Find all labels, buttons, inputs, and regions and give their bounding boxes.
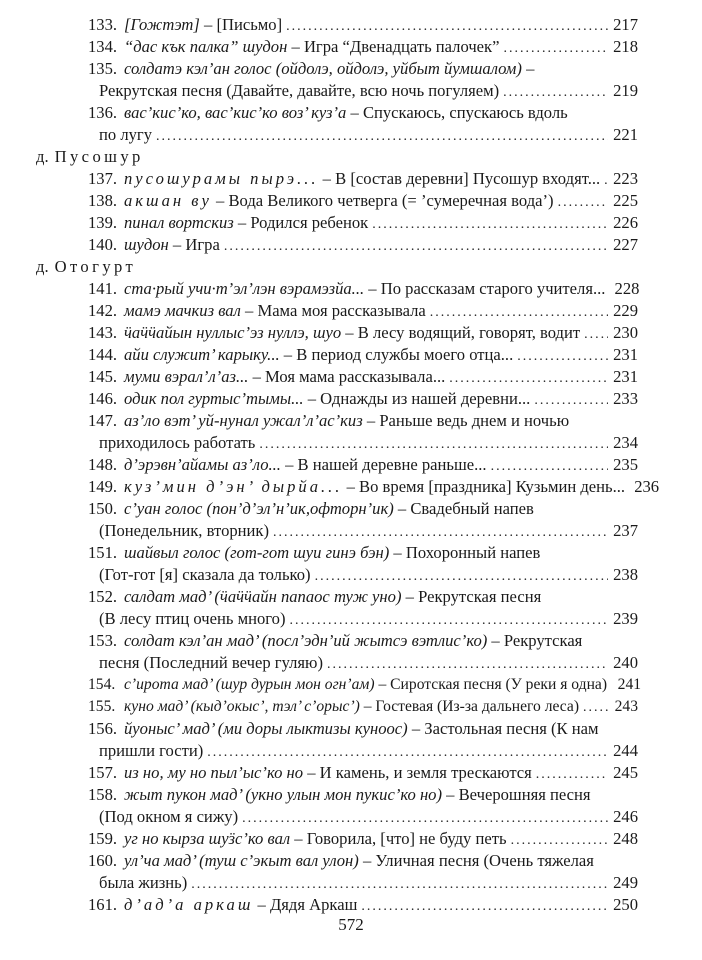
entry-number: 137. <box>88 169 118 188</box>
entry-translation: – Вода Великого четверга (= ’сумеречная вода’) <box>211 191 554 210</box>
entry-original-title: пусошурамы пырэ... <box>124 169 319 188</box>
entry-translation: – В нашей деревне раньше... <box>280 455 487 474</box>
entry-number: 153. <box>88 631 118 650</box>
entry-translation: – Уличная песня (Очень тяжелая <box>358 851 594 870</box>
entry-original-title: акшан ву <box>124 191 212 210</box>
entry-translation: – Свадебный напев <box>393 499 534 518</box>
table-of-contents <box>36 14 660 916</box>
entry-page: 249 <box>613 873 638 892</box>
entry-number: 145. <box>88 367 118 386</box>
entry-original-title: д’ад’а аркаш <box>124 895 254 914</box>
leader-dots <box>273 522 608 544</box>
entry-continuation-text: (Под окном я сижу) <box>99 807 239 826</box>
entry-original-title: ӵаӵӵайын нуллыс’эз нуллэ, шуо <box>124 323 342 342</box>
entry-page: 245 <box>613 763 638 782</box>
entry-translation: – Сиротская песня (У реки я одна) <box>374 676 608 693</box>
entry-translation: – Игра <box>168 235 220 254</box>
entry-original-title: [Гожтэт] <box>124 15 200 34</box>
entry-original-title: уг но кырза шуӟс’ко вал <box>124 829 291 848</box>
entry-continuation-text: по лугу <box>99 125 153 144</box>
toc-entry-continuation <box>36 652 638 674</box>
leader-dots <box>327 654 608 676</box>
entry-translation: – В лесу водящий, говорят, водит <box>341 323 581 342</box>
entry-page: 227 <box>613 235 638 254</box>
leader-dots <box>584 324 608 346</box>
toc-entry <box>36 674 642 696</box>
toc-entry-continuation <box>36 80 638 102</box>
entry-number: 161. <box>88 895 118 914</box>
entry-page: 240 <box>613 653 638 672</box>
leader-dots <box>259 434 608 456</box>
entry-original-title: шайвыл голос (гот-гот шуи гинэ бэн) <box>124 543 390 562</box>
entry-number: 141. <box>88 279 118 298</box>
toc-entry <box>36 212 638 234</box>
entry-number: 150. <box>88 499 118 518</box>
toc-entry <box>36 322 638 344</box>
entry-page: 238 <box>613 565 638 584</box>
entry-translation: – <box>521 59 535 78</box>
toc-entry <box>36 190 638 212</box>
leader-dots <box>503 82 608 104</box>
leader-dots <box>534 390 608 412</box>
toc-entry <box>36 696 638 718</box>
entry-original-title: куно мад’ (кыд’окыс’, тэл’ с’орыс’) <box>124 698 360 715</box>
toc-entry-continuation <box>36 432 638 454</box>
leader-dots <box>286 16 608 38</box>
entry-number: 148. <box>88 455 118 474</box>
entry-translation: – Рекрутская песня <box>401 587 542 606</box>
toc-entry <box>36 762 638 784</box>
entry-number: 159. <box>88 829 118 848</box>
entry-continuation-text: Рекрутская песня (Давайте, давайте, всю ночь погуляем) <box>99 81 500 100</box>
entry-page: 218 <box>613 37 638 56</box>
toc-entry <box>36 498 638 520</box>
leader-dots <box>604 170 608 192</box>
entry-continuation-text: (Понедельник, вторник) <box>99 521 270 540</box>
entry-page: 225 <box>613 191 638 210</box>
entry-continuation-text: (В лесу птиц очень много) <box>99 609 286 628</box>
entry-original-title: мамэ мачкиз вал <box>124 301 241 320</box>
entry-translation: – По рассказам старого учителя... <box>364 279 606 298</box>
entry-translation: – Во время [праздника] Кузьмин день... <box>342 477 626 496</box>
toc-entry <box>36 586 638 608</box>
entry-number: 146. <box>88 389 118 408</box>
section-heading <box>36 256 638 278</box>
entry-page: 237 <box>613 521 638 540</box>
toc-entry <box>36 102 638 124</box>
entry-number: 154. <box>88 676 116 693</box>
entry-original-title: салдат мад’ (ӵаӵӵайн папаос туж уно) <box>124 587 402 606</box>
entry-page: 226 <box>613 213 638 232</box>
entry-page: 229 <box>613 301 638 320</box>
entry-page: 244 <box>613 741 638 760</box>
toc-entry <box>36 784 638 806</box>
toc-entry-continuation <box>36 608 638 630</box>
entry-number: 158. <box>88 785 118 804</box>
leader-dots <box>290 610 608 632</box>
leader-dots <box>207 742 608 764</box>
toc-entry-continuation <box>36 124 638 146</box>
entry-page: 235 <box>613 455 638 474</box>
leader-dots <box>156 126 608 148</box>
entry-page: 231 <box>613 367 638 386</box>
entry-page: 241 <box>617 676 642 693</box>
entry-translation: – Спускаюсь, спускаюсь вдоль <box>346 103 568 122</box>
entry-original-title: с’уан голос (пон’д’эл’н’ик,офторн’ик) <box>124 499 394 518</box>
entry-number: 143. <box>88 323 118 342</box>
toc-entry <box>36 58 638 80</box>
entry-original-title: аз’ло вэт’ уй-нунал ужал’л’ас’киз <box>124 411 363 430</box>
entry-translation: – Однажды из нашей деревни... <box>303 389 531 408</box>
entry-original-title: йуоныс’ мад’ (ми доры лыктизы куноос) <box>124 719 408 738</box>
entry-translation: – Рекрутская <box>487 631 583 650</box>
leader-dots <box>583 697 608 719</box>
entry-page: 228 <box>614 279 640 298</box>
entry-translation: – Мама моя рассказывала <box>240 301 426 320</box>
leader-dots <box>242 808 608 830</box>
entry-original-title: солдат кэл’ан мад’ (посл’эдн’ий жытсэ вэтлис’ко) <box>124 631 488 650</box>
entry-number: 160. <box>88 851 118 870</box>
entry-number: 151. <box>88 543 118 562</box>
entry-number: 155. <box>88 698 116 715</box>
toc-entry <box>36 278 638 300</box>
entry-translation: – Говорила, [что] не буду петь <box>290 829 507 848</box>
entry-original-title: куз’мин д’эн’ дырйа... <box>124 477 343 496</box>
entry-number: 144. <box>88 345 118 364</box>
section-prefix: д. <box>36 257 49 276</box>
leader-dots <box>511 830 608 852</box>
entry-page: 223 <box>613 169 638 188</box>
entry-translation: – И камень, и земля трескаются <box>303 763 532 782</box>
leader-dots <box>430 302 608 324</box>
section-prefix: д. <box>36 147 49 166</box>
entry-original-title: д’эрэвн’айамы аз’ло... <box>124 455 281 474</box>
page-number: 572 <box>338 915 364 934</box>
entry-translation: – В [состав деревни] Пусошур входят... <box>318 169 601 188</box>
leader-dots <box>558 192 608 214</box>
leader-dots <box>503 38 608 60</box>
entry-number: 136. <box>88 103 118 122</box>
leader-dots <box>491 456 608 478</box>
entry-original-title: вас’кис’ко, вас’кис’ко воз’ куз’а <box>124 103 347 122</box>
entry-page: 221 <box>613 125 638 144</box>
entry-page: 234 <box>613 433 638 452</box>
toc-entry <box>36 300 638 322</box>
toc-entry <box>36 542 638 564</box>
entry-number: 135. <box>88 59 118 78</box>
toc-entry <box>36 828 638 850</box>
entry-original-title: жыт пукон мад’ (укно улын мон пукис’ко но) <box>124 785 443 804</box>
entry-translation: – В период службы моего отца... <box>279 345 514 364</box>
entry-translation: – Дядя Аркаш <box>253 895 358 914</box>
leader-dots <box>224 236 608 258</box>
entry-page: 239 <box>613 609 638 628</box>
entry-continuation-text: (Гот-гот [я] сказала да только) <box>99 565 311 584</box>
entry-page: 217 <box>613 15 638 34</box>
entry-page: 233 <box>613 389 638 408</box>
entry-number: 152. <box>88 587 118 606</box>
entry-page: 230 <box>613 323 638 342</box>
entry-number: 139. <box>88 213 118 232</box>
leader-dots <box>372 214 608 236</box>
entry-original-title: с’ирота мад’ (шур дурын мон огн’ам) <box>124 676 375 693</box>
entry-original-title: шудон <box>124 235 169 254</box>
entry-page: 236 <box>634 477 660 496</box>
entry-original-title: ул’ча мад’ (туш с’экыт вал улон) <box>124 851 359 870</box>
toc-entry <box>36 366 638 388</box>
entry-number: 138. <box>88 191 118 210</box>
entry-translation: – [Письмо] <box>199 15 283 34</box>
toc-entry <box>36 234 638 256</box>
entry-continuation-text: песня (Последний вечер гуляю) <box>99 653 323 672</box>
entry-translation: – Застольная песня (К нам <box>407 719 599 738</box>
entry-page: 250 <box>613 895 638 914</box>
entry-translation: – Раньше ведь днем и ночью <box>362 411 570 430</box>
toc-entry <box>36 36 638 58</box>
entry-translation: – Моя мама рассказывала... <box>248 367 446 386</box>
entry-translation: – Игра “Двенадцать палочек” <box>287 37 500 56</box>
leader-dots <box>449 368 608 390</box>
toc-entry <box>36 344 638 366</box>
entry-number: 133. <box>88 15 118 34</box>
toc-entry-continuation <box>36 740 638 762</box>
entry-original-title: муми вэрал’л’аз... <box>124 367 249 386</box>
entry-number: 142. <box>88 301 118 320</box>
section-heading <box>36 146 638 168</box>
entry-translation: – Похоронный напев <box>389 543 541 562</box>
entry-number: 157. <box>88 763 118 782</box>
toc-entry <box>36 410 638 432</box>
entry-continuation-text: была жизнь) <box>99 873 188 892</box>
toc-entry <box>36 630 638 652</box>
entry-translation: – Родился ребенок <box>233 213 369 232</box>
entry-translation: – Гостевая (Из-за дальнего леса) <box>359 698 580 715</box>
entry-original-title: одик пол гуртыс’тымы... <box>124 389 304 408</box>
entry-page: 246 <box>613 807 638 826</box>
section-name: Пусошур <box>54 147 144 166</box>
entry-page: 248 <box>613 829 638 848</box>
entry-page: 243 <box>614 698 638 715</box>
toc-entry <box>36 850 638 872</box>
entry-number: 149. <box>88 477 118 496</box>
toc-entry <box>36 718 638 740</box>
entry-translation: – Вечерошняя песня <box>442 785 591 804</box>
toc-entry-continuation <box>36 564 638 586</box>
leader-dots <box>315 566 608 588</box>
entry-number: 134. <box>88 37 118 56</box>
entry-original-title: солдатэ кэл’ан голос (ойдолэ, ойдолэ, уйбыт йумшалом) <box>124 59 522 78</box>
leader-dots <box>191 874 608 896</box>
entry-number: 147. <box>88 411 118 430</box>
entry-page: 231 <box>613 345 638 364</box>
toc-entry-continuation <box>36 806 638 828</box>
leader-dots <box>536 764 608 786</box>
entry-original-title: айи служит’ карыку... <box>124 345 280 364</box>
entry-original-title: ста·рый учи·т’эл’лэн вэрамэзйа... <box>124 279 365 298</box>
toc-entry <box>36 14 638 36</box>
entry-continuation-text: пришли гости) <box>99 741 204 760</box>
section-name: Отогурт <box>54 257 137 276</box>
entry-original-title: “дас кък палка” шудон <box>124 37 288 56</box>
toc-entry <box>36 476 660 498</box>
toc-entry-continuation <box>36 872 638 894</box>
toc-entry <box>36 388 638 410</box>
toc-entry <box>36 894 638 916</box>
entry-original-title: пинал вортскиз <box>124 213 234 232</box>
entry-continuation-text: приходилось работать <box>99 433 256 452</box>
toc-entry-continuation <box>36 520 638 542</box>
entry-page: 219 <box>613 81 638 100</box>
toc-entry <box>36 168 638 190</box>
entry-number: 156. <box>88 719 118 738</box>
entry-number: 140. <box>88 235 118 254</box>
toc-entry <box>36 454 638 476</box>
leader-dots <box>517 346 608 368</box>
entry-original-title: из но, му но пыл’ыс’ко но <box>124 763 304 782</box>
